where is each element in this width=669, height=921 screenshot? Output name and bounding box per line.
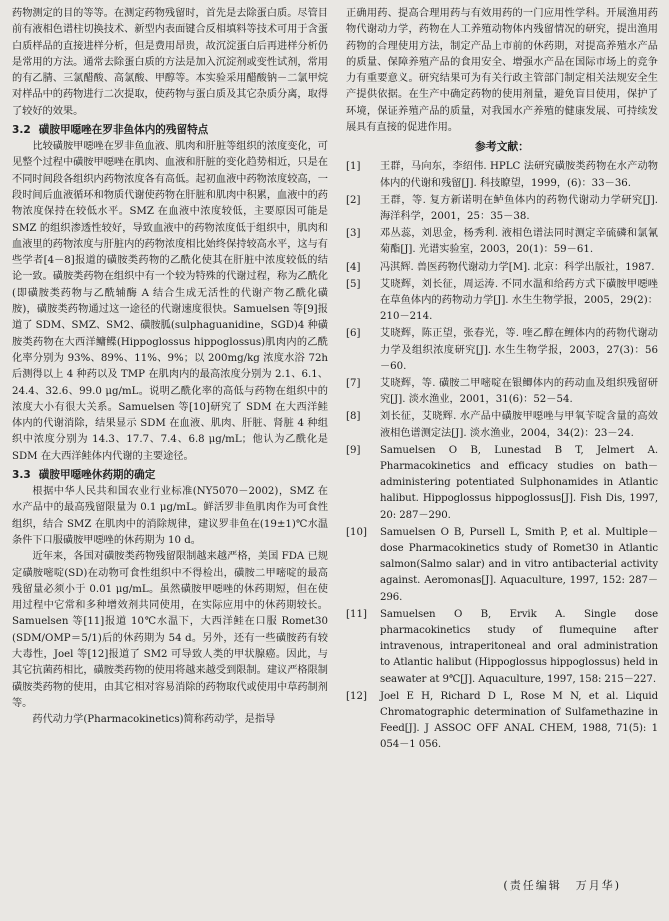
left-column [12,6,328,728]
section-number: 3.3 [12,469,31,482]
reference-text: Samuelsen O B, Ervik A. Single dose pharmacokinetics study of flumequine after intravenous, intraperitoneal and oral administration to Atlantic halibut (Hippoglossus hippoglossus) held in seawater at 9℃[J]. Aquaculture, 1997, 158: 215－227. [380,608,658,685]
reference-text: Samuelsen O B, Pursell L, Smith P, et al. Multiple－dose Pharmacokinetics study of Romet30 in Atlantic salmon(Salmo salar) and in vitro antibacterial activity against. Aeromonas[J]. Aquaculture, 1997, 152: 287－296. [380,526,658,603]
reference-number: [8] [346,411,361,423]
reference-number: [9] [346,444,361,456]
reference-item [346,277,658,326]
section-3-3-paragraph-2: 近年来，各国对磺胺类药物残留限制越来越严格，美国 FDA 已规定磺胺嘧啶(SD)在动物可食性组织中不得检出，磺胺二甲嘧啶的最高残留量必须小于 0.01 μg/mL。虽然磺胺甲噁唑的休药期短，但在使用过程中它常和多种增效剂共同使用，在实际应用中的休药期较长。Samuelsen 等[11]报道 10℃水温下，大西洋鲑在口服 Romet30 (SDM/OMP＝5/1)后的休药期为 54 d。另外，还有一些磺胺药有较大毒性，Joel 等[12]报道了 SM2 可导致人类的甲状腺癌。因此，与其它抗菌药相比，磺胺类药物的使用将越来越受到限制。建议严格限制磺胺类药物的使用，由其它相对容易消除的药物取代或使用中草药制剂等。 [12,551,328,709]
section-3-2-paragraph: 比较磺胺甲噁唑在罗非鱼血液、肌肉和肝脏等组织的浓度变化，可见整个过程中磺胺甲噁唑在肌肉、血液和肝脏的变化趋势相近，只是在不同时间段各组织内药物浓度各有高低。起初血液中药物浓度较高，一段时间后血液循环和物质代谢使药物在肝脏和肌肉中积累，血液中的药物浓度保持在较低水平。SMZ 在血液中浓度较低，主要原因可能是 SMZ 的组织渗透性较好，导致血液中的药物浓度低于组织中，肌肉和血液里的药物浓度与肝脏内的药物浓度相比始终保持较高水平，这与有些学者[4－8]报道的磺胺类药物的乙酰化使其在肝脏中浓度较低的结论一致。磺胺类药物在组织中有一个较为特殊的代谢过程，称为乙酰化(即磺胺类药物与乙酰辅酶 A 结合生成无活性的代谢产物乙酰化磺胺)，磺胺类药物通过这一途径的代谢速度很快。Samuelsen 等[9]报道了 SDM、SMZ、SM2、磺胺胍(sulphaguanidine，SGD)4 种磺胺类药物在大西洋鳙鲽(Hippoglossus hippoglossus)肌肉内的乙酰化率分别为 93%、89%、11%、9%；以 200mg/kg 浓度水浴 72h 后测得以上 4 种药以及 TMP 在肌肉内的最高浓度分别为 2.1、6.1、24.4、32.6、99.0 μg/mL。说明乙酰化率的高低与药物在组织中的浓度大小有很大关系。Samuelsen 等[10]研究了 SDM 在大西洋鲑体内的代谢消除，结果显示 SDM 在血液、肌肉、肝脏、肾脏 4 种组织中浓度分别为 14.3、17.7、7.4、6.8 μg/mL；他认为乙酰化是 SDM 在大西洋鲑体内代谢的主要途径。 [12,141,328,462]
reference-item [346,443,658,524]
reference-item [346,689,658,754]
reference-text: 艾晓辉，等. 磺胺二甲嘧啶在银鲫体内的药动血及组织残留研究[J]. 淡水渔业，2001，31(6)：52－54. [380,378,658,406]
reference-item [346,607,658,688]
reference-item [346,409,658,441]
editor-name: 万月华) [575,879,621,892]
reference-number: [5] [346,278,361,290]
reference-item [346,326,658,375]
reference-list [346,159,658,753]
reference-item [346,226,658,258]
reference-text: 王群，等. 复方新诺明在鲈鱼体内的药物代谢动力学研究[J]. 海洋科学，2001，25：35－38. [380,194,658,222]
reference-text: 刘长征，艾晓辉. 水产品中磺胺甲噁唑与甲氧苄啶含量的高效液相色谱测定法[J]. 淡水渔业，2004，34(2)：23－24. [380,411,658,439]
editor-label: (责任编辑 [503,879,562,892]
reference-text: 王群，马向东，李绍伟. HPLC 法研究磺胺类药物在水产动物体内的代谢和残留[J]. 科技瞭望，1999，(6)：33－36. [380,161,658,189]
references-heading: 参考文献： [475,140,529,154]
continued-paragraph: 正确用药、提高合理用药与有效用药的一门应用性学科。开展渔用药物代谢动力学，药物在人工养殖动物体内残留情况的研究，提出渔用药物的合理使用方法，制定产品上市前的休药期，对提高养殖水产品的质量、保障养殖产品的食用安全、增强水产品在国际市场上的竞争力有重要意义。研究结果可为有关行政主管部门制定相关法规安全生产提供依据。在生产中确定药物的使用剂量，避免盲目使用，保护了环境，保证养殖产品的质量，对我国水产养殖的健康发展、可持续发展具有直接的促进作用。 [346,8,658,134]
reference-text: 邓丛蕊，刘思金，杨秀利. 液相色谱法同时测定辛硫磷和氯氰菊酯[J]. 光谱实验室，2003，20(1)：59－61. [380,228,658,256]
reference-item [346,193,658,225]
reference-number: [10] [346,526,367,538]
reference-number: [1] [346,161,361,173]
reference-number: [4] [346,261,361,273]
section-3-2-heading [12,122,328,138]
reference-item [346,159,658,191]
reference-item [346,260,658,276]
right-column [346,6,658,755]
section-3-3-heading [12,467,328,483]
reference-number: [6] [346,328,361,340]
section-3-3-paragraph-3: 药代动力学(Pharmacokinetics)简称药动学，是指导 [32,714,276,726]
reference-text: 冯淇辉. 兽医药物代谢动力学[M]. 北京：科学出版社，1987. [380,261,655,273]
reference-item [346,525,658,606]
reference-text: 艾晓辉，陈正望，张春光，等. 喹乙醇在鲤体内的药物代谢动力学及组织浓度研究[J]. 水生生物学报，2003，27(3)：56－60. [380,328,658,372]
section-title: 磺胺甲噁唑在罗非鱼体内的残留特点 [38,124,209,137]
responsible-editor [503,877,621,893]
reference-text: Joel E H, Richard D L, Rose M N, et al. Liquid Chromatographic determination of Sulfamethazine in Feed[J]. J ASSOC OFF ANAL CHEM, 1988, 71(5): 1 054－1 056. [380,690,658,751]
reference-text: Samuelsen O B, Lunestad B T, Jelmert A. Pharmacokinetics and efficacy studies on bath－administering potentiated Sulphonamides in Atlantic halibut. Hippoglossus hippoglossus[J]. Fish Dis, 1997, 20: 287－290. [380,444,658,521]
section-3-3-paragraph-1: 根据中华人民共和国农业行业标准(NY5070－2002)，SMZ 在水产品中的最高残留限量为 0.1 μg/mL。鲜活罗非鱼肌肉作为可食性组织，结合 SMZ 在肌肉中的消除规律，建议罗非鱼在(19±1)℃水温条件下口服磺胺甲噁唑的休药期为 10 d。 [12,486,328,546]
reference-number: [12] [346,690,367,702]
section-number: 3.2 [12,124,31,137]
intro-paragraph: 药物测定的目的等等。在测定药物残留时，首先是去除蛋白质。尽管目前有液相色谱柱切换技术、新型内表面键合反相填料等技术可用于含蛋白质样品的直接进样分析，但是费用昂贵，故沉淀蛋白后再进样分析仍是常用的方法。通常去除蛋白质的方法是加入沉淀剂或变性试剂，常用的有乙腈、三氯醋酸、高氯酸、甲醇等。本实验采用醋酸钠－二氯甲烷对样品中的药物进行二次提取，使药物与蛋白质及其它杂质分离，取得了较好的效果。 [12,8,328,117]
reference-number: [3] [346,228,361,240]
section-title: 磺胺甲噁唑休药期的确定 [38,469,156,482]
reference-number: [11] [346,608,367,620]
reference-number: [7] [346,378,361,390]
reference-item [346,376,658,408]
reference-text: 艾晓辉，刘长征，周运涛. 不同水温和给药方式下磺胺甲噁唑在草鱼体内的药物动力学[J]. 水生生物学报，2005，29(2)：210－214. [380,278,658,323]
reference-number: [2] [346,194,361,206]
